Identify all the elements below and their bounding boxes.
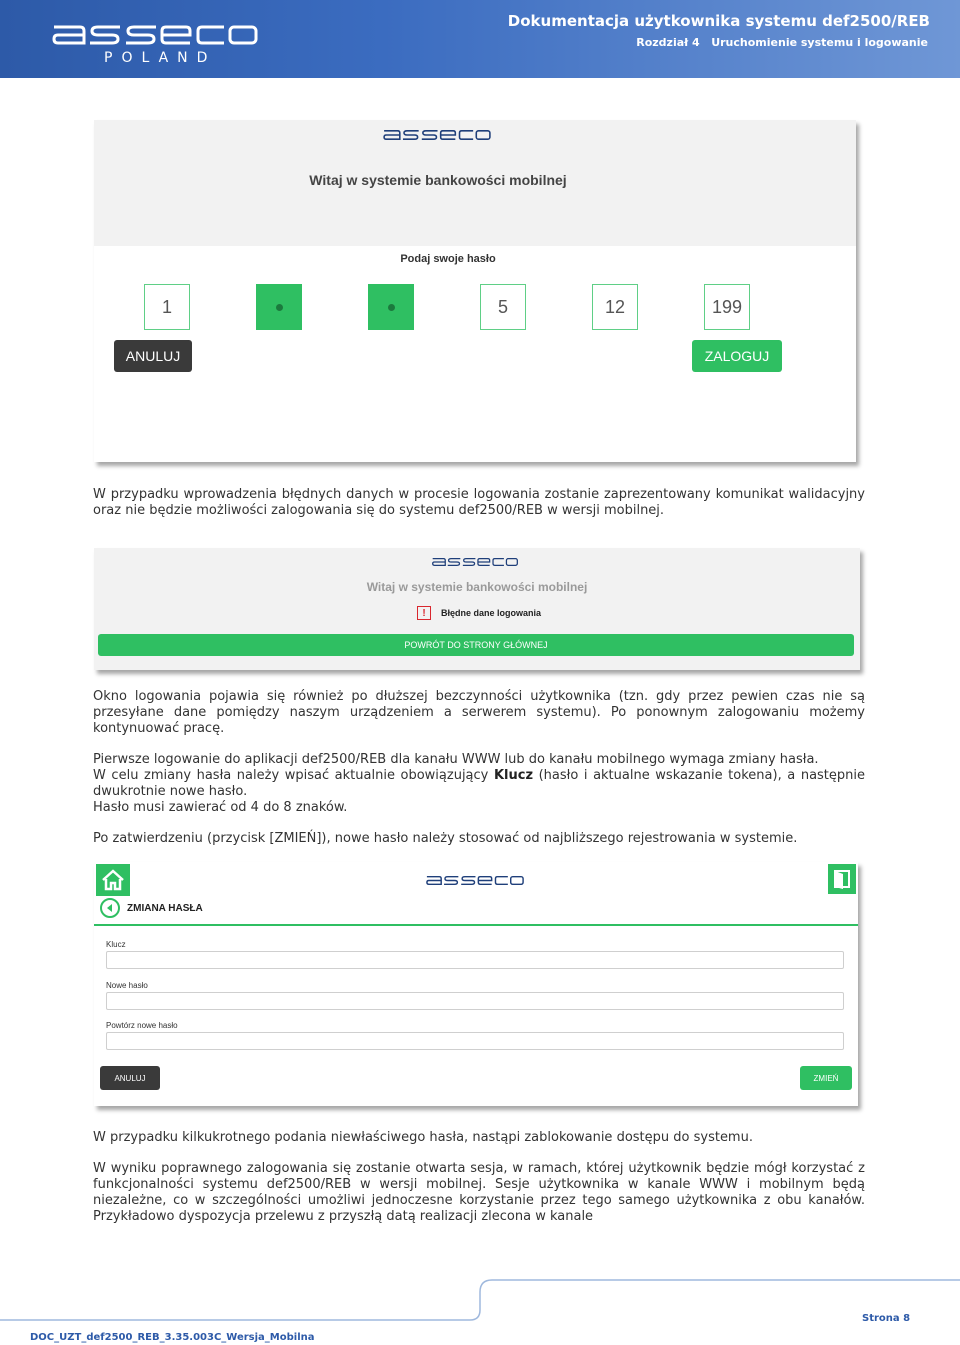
repeat-password-input[interactable] (106, 1032, 844, 1050)
key-term: Klucz (493, 768, 534, 783)
pin-box-1[interactable] (144, 284, 190, 330)
paragraph-first-login (93, 752, 865, 816)
pin-value: 5 (497, 296, 508, 317)
masked-dot-icon (276, 304, 283, 311)
new-password-label: Nowe hasło (106, 981, 148, 990)
asseco-logo (425, 874, 525, 887)
asseco-logo (50, 22, 260, 48)
paragraph-session: W wyniku poprawnego zalogowania się zostanie otwarta sesja, w ramach, której użytkownik będzie mógł korzystać z funkcjonalności systemu def2500/REB w wersji mobilnej. Sesje użytkownika w kanale WWW i mobilnym będą niezależne, co w szczególności umożliwi jednoczesne korzystanie przez tego samego użytkownika z obu kanałów. Przykładowo dyspozycja przelewu z przyszłą datą realizacji zlecona w kanale (93, 1161, 865, 1224)
logo-subtitle: POLAND (104, 50, 217, 66)
login-button[interactable]: ZALOGUJ (692, 340, 782, 372)
change-password-text-a: W celu zmiany hasła należy wpisać aktualnie obowiązujący (93, 768, 494, 783)
pin-value: 1 (161, 296, 172, 317)
key-input[interactable] (106, 951, 844, 969)
error-icon: ! (417, 606, 431, 620)
key-field-label: Klucz (106, 940, 126, 949)
paragraph-confirm: Po zatwierdzeniu (przycisk [ZMIEŃ]), nowe hasło należy stosować od najbliższego rejestrowania w systemie. (93, 831, 798, 846)
logout-button[interactable] (828, 864, 856, 894)
masked-dot-icon (388, 304, 395, 311)
paragraph-blocking: W przypadku kilkukrotnego podania niewłaściwego hasła, nastąpi zablokowanie dostępu do systemu. (93, 1130, 753, 1145)
back-button[interactable] (100, 898, 120, 918)
pin-value: 12 (604, 296, 626, 317)
page-header (0, 0, 960, 78)
login-screenshot (94, 120, 856, 462)
asseco-logo (382, 128, 492, 142)
home-button[interactable] (96, 864, 130, 896)
footer-decoration (0, 1270, 960, 1330)
paragraph-inactivity: Okno logowania pojawia się również po dłuższej bezczynności użytkownika (tzn. gdy przez pewien czas nie są przesyłane dane pomiędzy naszym urządzeniem a serwerem systemu). Po ponownym zalogowaniu możemy kontynuować pracę. (93, 689, 865, 736)
paragraph-validation: W przypadku wprowadzenia błędnych danych w procesie logowania zostanie zaprezentowany komunikat walidacyjny oraz nie będzie możliwości zalogowania się do systemu def2500/REB w wersji mobilnej. (93, 487, 865, 518)
page-heading: ZMIANA HASŁA (127, 903, 203, 914)
pin-box-2[interactable] (256, 284, 302, 330)
document-id: DOC_UZT_def2500_REB_3.35.003C_Wersja_Mobilna (30, 1332, 315, 1343)
error-screenshot (94, 548, 860, 670)
back-arrow-icon (105, 903, 115, 913)
page-number: Strona 8 (862, 1313, 911, 1324)
document-title: Dokumentacja użytkownika systemu def2500/REB (507, 12, 930, 30)
change-password-button[interactable]: ZMIEŃ (800, 1066, 852, 1090)
pin-box-4[interactable] (480, 284, 526, 330)
first-login-line: Pierwsze logowanie do aplikacji def2500/REB dla kanału WWW lub do kanału mobilnego wymaga zmiany hasła. (93, 752, 819, 767)
pin-value: 199 (711, 296, 743, 317)
heading-divider (94, 924, 858, 926)
password-prompt: Podaj swoje hasło (400, 253, 496, 265)
cancel-button[interactable]: ANULUJ (114, 340, 192, 372)
new-password-input[interactable] (106, 992, 844, 1010)
asseco-logo (431, 556, 519, 568)
welcome-title: Witaj w systemie bankowości mobilnej (366, 580, 588, 594)
pin-box-5[interactable] (592, 284, 638, 330)
pin-box-6[interactable] (704, 284, 750, 330)
cancel-button[interactable]: ANULUJ (100, 1066, 160, 1090)
error-message: Błędne dane logowania (441, 608, 542, 618)
home-icon (101, 869, 125, 891)
change-password-screenshot (94, 862, 858, 1106)
back-to-home-button[interactable]: POWRÓT DO STRONY GŁÓWNEJ (98, 634, 854, 656)
logout-door-icon (833, 869, 851, 889)
welcome-title: Witaj w systemie bankowości mobilnej (309, 172, 567, 188)
change-password-text-b: (hasło i aktualne wskazanie tokena), a następnie dwukrotnie nowe hasło. (93, 768, 866, 799)
password-length-rule: Hasło musi zawierać od 4 do 8 znaków. (93, 800, 348, 815)
chapter-title: Rozdział 4 Uruchomienie systemu i logowanie (636, 36, 928, 49)
pin-box-3[interactable] (368, 284, 414, 330)
repeat-password-label: Powtórz nowe hasło (106, 1021, 178, 1030)
